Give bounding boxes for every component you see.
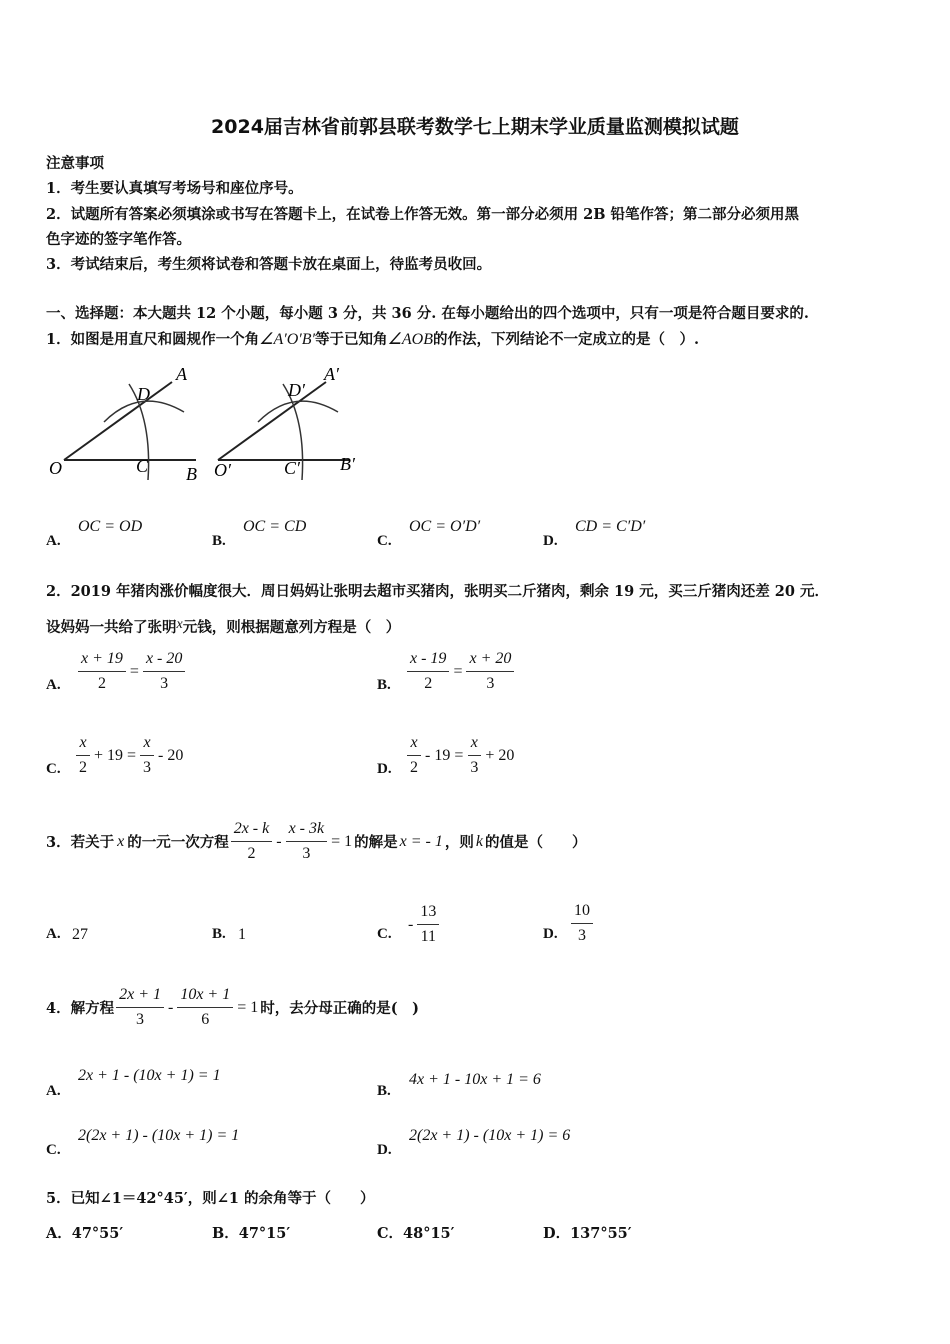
- label-o: O: [49, 458, 62, 478]
- option-label: D.: [377, 1142, 392, 1158]
- numerator: 10: [571, 900, 593, 924]
- q4-option-a: 2x + 1 - (10x + 1) = 1: [78, 1067, 221, 1084]
- option-label: B.: [212, 926, 226, 942]
- ray-o-a-prime: [218, 382, 326, 460]
- denominator: 6: [201, 1011, 210, 1028]
- page-title: 2024届吉林省前郭县联考数学七上期末学业质量监测模拟试题: [211, 116, 739, 138]
- numerator: x: [468, 732, 481, 756]
- notice-item: 色字迹的签字笔作答。: [46, 231, 191, 248]
- q1-option-d: CD = C′D′: [575, 518, 646, 535]
- q2-option-c: [74, 732, 185, 779]
- ray-oa: [64, 382, 172, 460]
- option-label: B.: [212, 533, 226, 549]
- operator: -: [276, 832, 282, 850]
- option-label: A.: [46, 677, 61, 693]
- question-3-stem: [46, 818, 586, 865]
- q3-text: 的解是: [354, 834, 398, 851]
- q4-option-c: 2(2x + 1) - (10x + 1) = 1: [78, 1127, 240, 1144]
- label-c: C: [136, 456, 149, 476]
- label-a-prime: A′: [324, 364, 339, 384]
- label-d: D: [137, 384, 150, 404]
- q1-text: 等于已知角: [315, 331, 388, 348]
- numerator: x + 20: [466, 648, 514, 672]
- notice-item: 3．考试结束后，考生须将试卷和答题卡放在桌面上，待监考员收回。: [46, 256, 492, 273]
- operator: -: [168, 998, 174, 1016]
- operator: =: [453, 662, 463, 680]
- question-2-stem: 2．2019 年猪肉涨价幅度很大．周日妈妈让张明去超市买猪肉，张明买二斤猪肉，剩余 19 元，买三斤猪肉还差 20 元．: [46, 583, 830, 600]
- option-label: A.: [46, 1083, 61, 1099]
- denominator: 3: [160, 675, 169, 692]
- term: + 20: [485, 746, 515, 764]
- question-2-stem-line2: [46, 616, 400, 637]
- notice-item: 1．考生要认真填写考场号和座位序号。: [46, 180, 303, 197]
- question-1-stem: [46, 328, 699, 349]
- denominator: 2: [97, 675, 106, 692]
- option-label: C.: [377, 533, 392, 549]
- denominator: 3: [136, 1011, 145, 1028]
- numerator: x: [76, 732, 89, 756]
- q3-option-b: 1: [238, 926, 246, 943]
- q3-text: ，则: [444, 834, 474, 851]
- option-label: D.: [377, 761, 392, 777]
- label-c-prime: C′: [284, 458, 300, 478]
- label-b: B: [186, 464, 197, 484]
- notice-item: 2．试题所有答案必须填涂或书写在答题卡上，在试卷上作答无效。第一部分必须用 2B 铅笔作答；第二部分必须用黑: [46, 206, 800, 223]
- q4-text: 4．解方程: [46, 1000, 115, 1017]
- q1-option-b: OC = CD: [243, 518, 307, 535]
- numerator: x: [407, 732, 420, 756]
- q3-text: 的一元一次方程: [127, 834, 229, 851]
- q5-option-c: C．48°15′: [377, 1225, 455, 1242]
- term: - 19 =: [425, 746, 464, 764]
- question-4-stem: [46, 984, 419, 1031]
- q2-option-b: [405, 648, 516, 695]
- numerator: x - 19: [407, 648, 449, 672]
- option-label: D.: [543, 926, 558, 942]
- denominator: 3: [578, 927, 586, 944]
- q3-option-a: 27: [72, 926, 88, 943]
- numerator: x: [140, 732, 153, 756]
- label-o-prime: O′: [214, 460, 231, 480]
- q3-equation: [229, 818, 354, 865]
- q1-option-c: OC = O′D′: [409, 518, 481, 535]
- option-label: B.: [377, 1083, 391, 1099]
- q1-angle-2: ∠AOB: [387, 331, 433, 348]
- option-label: C.: [377, 926, 392, 942]
- denominator: 2: [410, 759, 418, 776]
- numerator: 13: [417, 901, 439, 925]
- label-a: A: [176, 364, 187, 384]
- q1-text: 1．如图是用直尺和圆规作一个角: [46, 331, 260, 348]
- numerator: 2x + 1: [116, 984, 164, 1008]
- q5-option-b: B．47°15′: [212, 1225, 291, 1242]
- q4-text: 时，去分母正确的是( ): [260, 1000, 419, 1017]
- numerator: x + 19: [78, 648, 126, 672]
- denominator: 2: [79, 759, 87, 776]
- q3-k: k: [475, 832, 483, 850]
- term: - 20: [158, 746, 184, 764]
- q2-text: 设妈妈一共给了张明: [46, 619, 177, 636]
- q3-text: 3．若关于: [46, 834, 115, 851]
- denominator: 3: [143, 759, 152, 776]
- q3-option-d: [569, 900, 595, 947]
- label-d-prime: D′: [288, 380, 305, 400]
- denominator: 2: [424, 675, 433, 692]
- q4-equation: [114, 984, 260, 1031]
- question-5-stem: 5．已知∠1＝42°45′，则∠1 的余角等于（ ）: [46, 1190, 375, 1207]
- rhs: = 1: [331, 832, 353, 850]
- option-label: C.: [46, 761, 61, 777]
- option-label: A.: [46, 533, 61, 549]
- denominator: 3: [302, 845, 311, 862]
- q1-angle-1: ∠A′O′B′: [259, 331, 316, 348]
- q3-variable: x: [117, 832, 125, 850]
- numerator: x - 3k: [286, 818, 328, 842]
- numerator: x - 20: [143, 648, 185, 672]
- q4-option-d: 2(2x + 1) - (10x + 1) = 6: [409, 1127, 571, 1144]
- q2-text: 元钱，则根据题意列方程是（ ）: [182, 619, 401, 636]
- q5-option-a: A．47°55′: [46, 1225, 124, 1242]
- angle-construction-figure: [44, 360, 214, 490]
- angle-construction-figure-prime: [210, 360, 380, 490]
- sign: -: [408, 915, 414, 933]
- q1-option-a: OC = OD: [78, 518, 143, 535]
- denominator: 11: [420, 928, 437, 945]
- q5-option-d: D．137°55′: [543, 1225, 632, 1242]
- q3-text: 的值是（ ）: [484, 834, 587, 851]
- option-label: A.: [46, 926, 61, 942]
- numerator: 2x - k: [231, 818, 273, 842]
- q3-option-c: [406, 901, 441, 948]
- q2-variable: x: [176, 617, 183, 632]
- notice-heading: 注意事项: [46, 155, 104, 172]
- numerator: 10x + 1: [177, 984, 233, 1008]
- section-heading: 一、选择题：本大题共 12 个小题，每小题 3 分，共 36 分. 在每小题给出的四个选项中，只有一项是符合题目要求的.: [46, 305, 809, 322]
- q4-option-b: 4x + 1 - 10x + 1 = 6: [409, 1071, 541, 1088]
- option-label: D.: [543, 533, 558, 549]
- rhs: = 1: [237, 998, 259, 1016]
- q3-solution: x = - 1: [399, 832, 443, 850]
- denominator: 2: [247, 845, 256, 862]
- operator: =: [129, 662, 139, 680]
- q1-text: 的作法，下列结论不一定成立的是（ ）.: [433, 331, 700, 348]
- label-b-prime: B′: [340, 454, 355, 474]
- denominator: 3: [486, 675, 495, 692]
- denominator: 3: [470, 759, 479, 776]
- term: + 19 =: [94, 746, 137, 764]
- q2-option-a: [76, 648, 187, 695]
- q2-option-d: [405, 732, 516, 779]
- option-label: C.: [46, 1142, 61, 1158]
- option-label: B.: [377, 677, 391, 693]
